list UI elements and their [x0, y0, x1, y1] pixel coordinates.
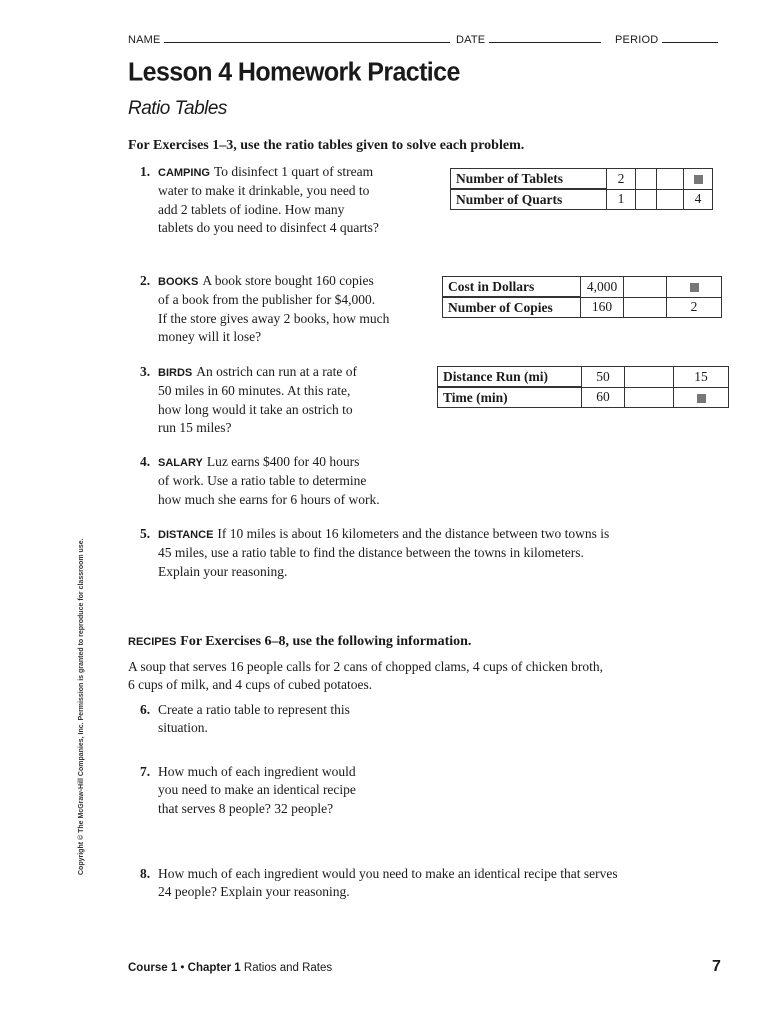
table-cell — [657, 169, 684, 190]
exercise-8-line: 24 people? Explain your reasoning. — [158, 884, 350, 900]
period-label: PERIOD — [615, 34, 659, 46]
exercise-1-line: water to make it drinkable, you need to — [158, 183, 370, 199]
footer — [128, 962, 332, 974]
exercise-3-text — [158, 363, 357, 438]
exercise-3-line: how long would it take an ostrich to — [158, 401, 353, 417]
exercise-4-line: Luz earns $400 for 40 hours — [206, 454, 360, 469]
recipes-info-line: 6 cups of milk, and 4 cups of cubed potatoes. — [128, 677, 373, 693]
exercise-6-text — [158, 701, 350, 738]
table-cell — [657, 189, 684, 210]
table-cell: 1 — [607, 189, 636, 210]
exercise-8-line: How much of each ingredient would you need to make an identical recipe that serves — [158, 866, 618, 881]
exercise-1-text — [158, 163, 379, 238]
footer-chapter-title: Ratios and Rates — [243, 962, 333, 974]
exercise-6-line: Create a ratio table to represent this — [158, 702, 350, 717]
table-row — [438, 367, 729, 388]
ratio-table-birds — [437, 366, 729, 408]
table-cell — [636, 189, 657, 210]
row-label: Time (min) — [438, 387, 582, 408]
exercise-2-number: 2. — [140, 273, 151, 288]
unknown-cell — [674, 387, 729, 408]
name-label: NAME — [128, 34, 161, 46]
table-cell: 2 — [667, 297, 722, 318]
row-label: Cost in Dollars — [443, 277, 581, 298]
exercise-3-line: run 15 miles? — [158, 420, 232, 436]
period-blank — [662, 33, 718, 43]
exercise-5-keyword: DISTANCE — [158, 529, 214, 541]
recipes-instruction-text: For Exercises 6–8, use the following information. — [180, 634, 472, 649]
table-cell: 15 — [674, 367, 729, 388]
table-cell — [625, 387, 674, 408]
exercise-5-text — [158, 525, 609, 581]
date-field — [456, 33, 601, 46]
table-row — [438, 387, 729, 408]
exercise-5-line: Explain your reasoning. — [158, 563, 288, 579]
exercise-8-number: 8. — [140, 866, 151, 881]
exercise-2-line: A book store bought 160 copies — [202, 273, 374, 288]
table-row — [443, 277, 722, 298]
footer-chapter: Chapter 1 — [187, 962, 241, 974]
row-label: Number of Copies — [443, 297, 581, 318]
footer-course: Course 1 — [128, 962, 178, 974]
unknown-square-icon — [697, 394, 706, 403]
table-cell: 4 — [684, 189, 713, 210]
table-cell: 60 — [582, 387, 625, 408]
row-label: Number of Quarts — [451, 189, 607, 210]
exercise-4-keyword: SALARY — [158, 457, 203, 469]
instructions-1-3: For Exercises 1–3, use the ratio tables given to solve each problem. — [128, 138, 525, 153]
exercise-7-text — [158, 763, 356, 818]
exercise-7-number: 7. — [140, 764, 151, 779]
exercise-6-line: situation. — [158, 720, 208, 736]
exercise-1-line: add 2 tablets of iodine. How many — [158, 201, 345, 217]
name-blank — [164, 33, 450, 43]
table-cell — [624, 297, 667, 318]
table-cell — [636, 169, 657, 190]
exercise-4-line: how much she earns for 6 hours of work. — [158, 491, 380, 507]
unknown-cell — [667, 277, 722, 298]
exercise-2-line: of a book from the publisher for $4,000. — [158, 292, 376, 308]
table-row — [451, 169, 713, 190]
page-title: Lesson 4 Homework Practice — [128, 57, 460, 87]
exercise-2-line: If the store gives away 2 books, how much — [158, 310, 390, 326]
exercise-5-line: 45 miles, use a ratio table to find the distance between the towns in kilometers. — [158, 545, 584, 561]
exercise-5-number: 5. — [140, 526, 151, 541]
row-label: Number of Tablets — [451, 169, 607, 190]
exercise-5-line: If 10 miles is about 16 kilometers and the distance between two towns is — [217, 526, 610, 541]
name-field — [128, 33, 450, 46]
recipes-info-line: A soup that serves 16 people calls for 2 cans of chopped clams, 4 cups of chicken broth, — [128, 659, 603, 674]
table-cell: 4,000 — [581, 277, 624, 298]
exercise-2-text — [158, 272, 389, 347]
footer-bullet: • — [180, 962, 185, 974]
exercise-1-keyword: CAMPING — [158, 167, 210, 179]
exercise-6-number: 6. — [140, 702, 151, 717]
row-label: Distance Run (mi) — [438, 367, 582, 388]
exercise-7-line: that serves 8 people? 32 people? — [158, 800, 334, 816]
exercise-2-keyword: BOOKS — [158, 276, 199, 288]
recipes-instruction — [128, 634, 471, 650]
date-blank — [489, 33, 601, 43]
exercise-2-line: money will it lose? — [158, 329, 262, 345]
table-cell: 160 — [581, 297, 624, 318]
exercise-4-text — [158, 453, 380, 509]
exercise-7-line: How much of each ingredient would — [158, 764, 356, 779]
ratio-table-camping — [450, 168, 713, 210]
exercise-3-keyword: BIRDS — [158, 367, 193, 379]
ratio-table-books — [442, 276, 722, 318]
date-label: DATE — [456, 34, 486, 46]
exercise-1-number: 1. — [140, 164, 151, 179]
exercise-8-text — [158, 865, 618, 902]
exercise-3-number: 3. — [140, 364, 151, 379]
table-cell: 50 — [582, 367, 625, 388]
exercise-1-line: To disinfect 1 quart of stream — [213, 164, 374, 179]
recipes-keyword: RECIPES — [128, 636, 177, 648]
exercise-1-line: tablets do you need to disinfect 4 quarts? — [158, 220, 379, 236]
recipes-info — [128, 658, 603, 695]
copyright-notice: Copyright © The McGraw-Hill Companies, Inc. Permission is granted to reproduce for classroom use. — [78, 538, 85, 875]
page-subtitle: Ratio Tables — [128, 98, 227, 119]
exercise-4-line: of work. Use a ratio table to determine — [158, 473, 367, 489]
exercise-7-line: you need to make an identical recipe — [158, 782, 356, 798]
exercise-3-line: An ostrich can run at a rate of — [196, 364, 358, 379]
table-cell — [624, 277, 667, 298]
table-row — [443, 297, 722, 318]
unknown-cell — [684, 169, 713, 190]
unknown-square-icon — [694, 175, 703, 184]
table-cell: 2 — [607, 169, 636, 190]
exercise-4-number: 4. — [140, 454, 151, 469]
table-row — [451, 189, 713, 210]
exercise-3-line: 50 miles in 60 minutes. At this rate, — [158, 383, 351, 399]
page-number: 7 — [712, 958, 721, 975]
unknown-square-icon — [690, 283, 699, 292]
period-field — [615, 33, 718, 46]
table-cell — [625, 367, 674, 388]
